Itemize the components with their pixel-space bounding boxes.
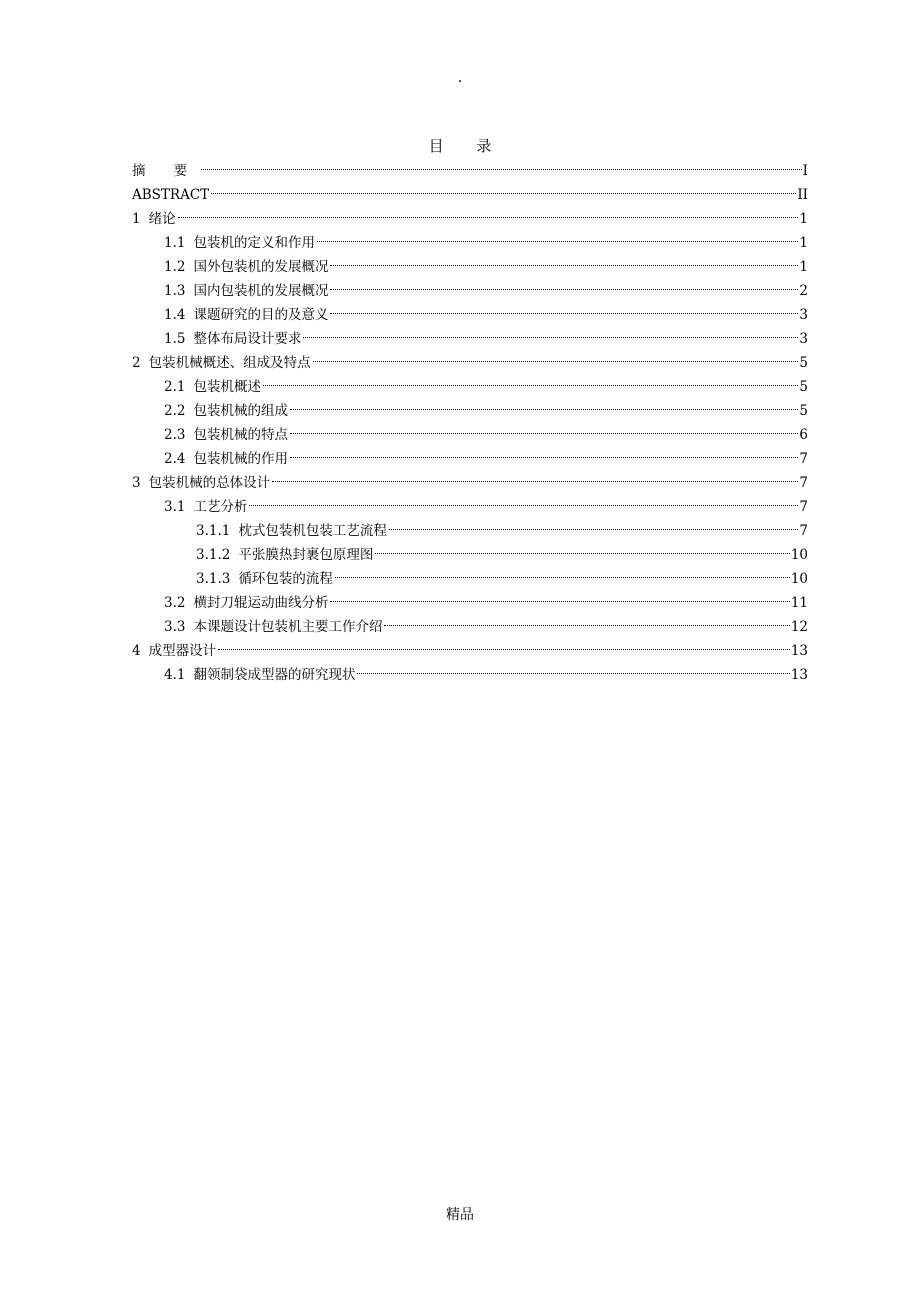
- toc-dot-leader: [313, 361, 799, 362]
- toc-entry[interactable]: [132, 279, 808, 303]
- toc-entry-number: 3.1: [164, 499, 186, 515]
- toc-entry-page-number: 1: [799, 235, 808, 251]
- toc-dot-leader: [263, 385, 798, 386]
- toc-dot-leader: [384, 625, 789, 626]
- toc-entry[interactable]: [132, 327, 808, 351]
- toc-entry-label: 包装机械的作用: [193, 451, 288, 467]
- toc-entry-label: 工艺分析: [193, 499, 248, 515]
- toc-entry[interactable]: [132, 543, 808, 567]
- toc-entry-number: 4.1: [164, 667, 186, 683]
- toc-entry-number: 3.1.2: [196, 547, 231, 563]
- toc-entry-label: 课题研究的目的及意义: [193, 307, 329, 323]
- toc-entry[interactable]: [132, 471, 808, 495]
- toc-entry-number: 2.1: [164, 379, 186, 395]
- toc-dot-leader: [317, 241, 798, 242]
- toc-entry-number: 2.2: [164, 403, 186, 419]
- toc-entry-label: 本课题设计包装机主要工作介绍: [193, 619, 383, 635]
- toc-dot-leader: [249, 505, 798, 506]
- toc-entry-label: 包装机械概述、组成及特点: [148, 355, 311, 371]
- toc-title: 目 录: [428, 137, 506, 155]
- toc-entry-label: 成型器设计: [148, 643, 217, 659]
- toc-entry[interactable]: [132, 615, 808, 639]
- toc-entry-label: 包装机的定义和作用: [193, 235, 315, 251]
- toc-entry-label: 包装机械的特点: [193, 427, 288, 443]
- toc-entry[interactable]: [132, 591, 808, 615]
- toc-entry-number: 1.4: [164, 307, 186, 323]
- toc-entry[interactable]: [132, 207, 808, 231]
- toc-entry-page-number: 7: [799, 499, 808, 515]
- toc-entry-label: 国内包装机的发展概况: [193, 283, 329, 299]
- toc-entry-page-number: 3: [799, 307, 808, 323]
- toc-dot-leader: [357, 673, 789, 674]
- toc-dot-leader: [389, 529, 799, 530]
- toc-dot-leader: [201, 169, 801, 170]
- toc-entry-page-number: 7: [799, 523, 808, 539]
- toc-entry-number: 1.1: [164, 235, 186, 251]
- toc-entry-page-number: 7: [799, 451, 808, 467]
- toc-entry-page-number: 10: [790, 547, 808, 563]
- toc-entry-page-number: II: [797, 187, 808, 203]
- toc-entry-number: 3: [132, 475, 141, 491]
- toc-entry-page-number: 13: [790, 667, 808, 683]
- toc-dot-leader: [335, 577, 790, 578]
- toc-entry-page-number: 13: [790, 643, 808, 659]
- toc-entry[interactable]: [132, 255, 808, 279]
- toc-entry[interactable]: [132, 495, 808, 519]
- page-header-mark: .: [457, 70, 463, 86]
- page-footer: 精品: [446, 1207, 474, 1223]
- toc-entry-page-number: 10: [790, 571, 808, 587]
- toc-entry-label: 国外包装机的发展概况: [193, 259, 329, 275]
- toc-entry-number: 3.2: [164, 595, 186, 611]
- toc-entry-label: 翻领制袋成型器的研究现状: [193, 667, 356, 683]
- toc-dot-leader: [211, 193, 796, 194]
- toc-entry-page-number: 3: [799, 331, 808, 347]
- toc-entry-label: 包装机概述: [193, 379, 261, 395]
- toc-entry-page-number: 1: [799, 259, 808, 275]
- toc-entry-page-number: 12: [790, 619, 808, 635]
- toc-entry-number: 3.1.1: [196, 523, 231, 539]
- toc-entry-number: 1.2: [164, 259, 186, 275]
- table-of-contents: [132, 159, 808, 687]
- toc-entry-page-number: I: [802, 163, 808, 179]
- toc-entry-page-number: 6: [799, 427, 808, 443]
- toc-entry-page-number: 2: [799, 283, 808, 299]
- toc-entry[interactable]: [132, 159, 808, 183]
- toc-entry[interactable]: [132, 231, 808, 255]
- toc-entry-label: ABSTRACT: [132, 187, 210, 203]
- toc-entry[interactable]: [132, 639, 808, 663]
- toc-entry-number: 3.1.3: [196, 571, 231, 587]
- toc-entry[interactable]: [132, 567, 808, 591]
- toc-entry[interactable]: [132, 399, 808, 423]
- toc-entry-number: 2.3: [164, 427, 186, 443]
- toc-entry-label: 枕式包装机包装工艺流程: [238, 523, 387, 539]
- toc-entry-label: 循环包装的流程: [238, 571, 333, 587]
- toc-entry-label: 包装机械的组成: [193, 403, 288, 419]
- toc-entry-number: 3.3: [164, 619, 186, 635]
- toc-dot-leader: [330, 289, 798, 290]
- toc-entry-page-number: 7: [799, 475, 808, 491]
- toc-entry-number: 1.3: [164, 283, 186, 299]
- toc-dot-leader: [178, 217, 799, 218]
- toc-dot-leader: [290, 409, 798, 410]
- toc-entry[interactable]: [132, 375, 808, 399]
- toc-entry[interactable]: [132, 447, 808, 471]
- toc-entry-page-number: 5: [799, 355, 808, 371]
- toc-entry-page-number: 11: [790, 595, 808, 611]
- toc-dot-leader: [330, 313, 798, 314]
- toc-entry-label: 包装机械的总体设计: [148, 475, 271, 491]
- toc-dot-leader: [375, 553, 789, 554]
- toc-entry-label: 整体布局设计要求: [193, 331, 302, 347]
- toc-dot-leader: [218, 649, 790, 650]
- toc-entry[interactable]: [132, 519, 808, 543]
- toc-entry[interactable]: [132, 423, 808, 447]
- toc-dot-leader: [290, 457, 798, 458]
- toc-dot-leader: [290, 433, 798, 434]
- toc-entry-number: 4: [132, 643, 141, 659]
- toc-entry[interactable]: [132, 351, 808, 375]
- toc-entry-page-number: 1: [799, 211, 808, 227]
- toc-dot-leader: [272, 481, 798, 482]
- toc-entry-page-number: 5: [799, 379, 808, 395]
- toc-entry-label: 横封刀辊运动曲线分析: [193, 595, 329, 611]
- toc-entry[interactable]: [132, 303, 808, 327]
- toc-entry-number: 1.5: [164, 331, 186, 347]
- toc-entry-label: 绪论: [148, 211, 176, 227]
- toc-entry-label: 摘 要: [132, 163, 200, 179]
- toc-entry-number: 1: [132, 211, 141, 227]
- toc-entry-label: 平张膜热封裹包原理图: [238, 547, 374, 563]
- toc-entry-page-number: 5: [799, 403, 808, 419]
- toc-dot-leader: [303, 337, 798, 338]
- toc-entry-number: 2: [132, 355, 141, 371]
- toc-entry[interactable]: [132, 183, 808, 207]
- toc-dot-leader: [330, 265, 798, 266]
- toc-entry[interactable]: [132, 663, 808, 687]
- toc-dot-leader: [330, 601, 789, 602]
- toc-entry-number: 2.4: [164, 451, 186, 467]
